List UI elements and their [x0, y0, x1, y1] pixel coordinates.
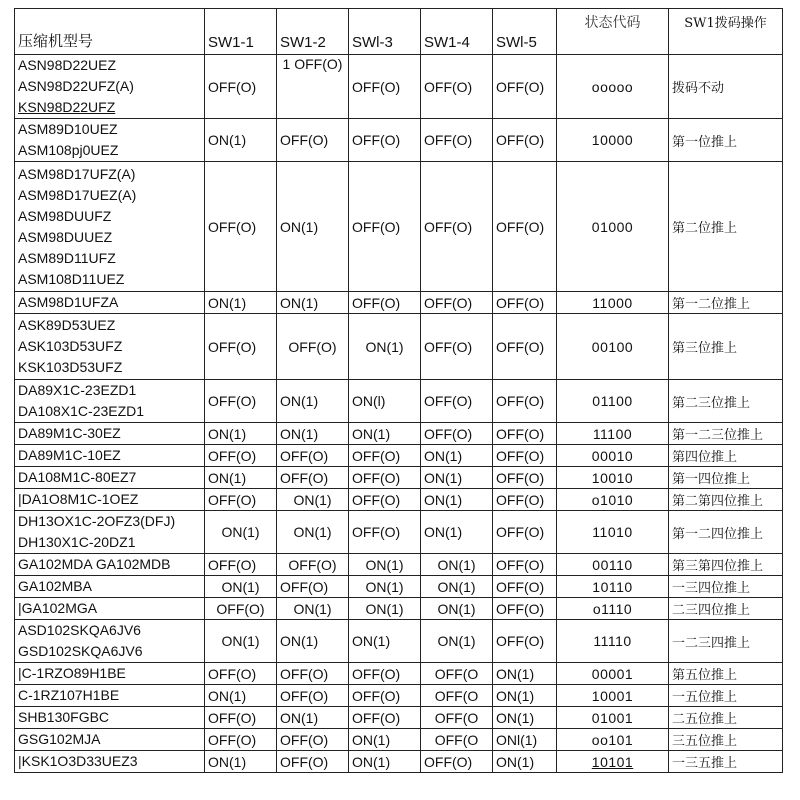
switch-2-state: OFF(O): [277, 467, 349, 489]
switch-5-state: OFF(O): [493, 445, 557, 467]
switch-operation: 第二位推上: [669, 162, 783, 292]
model-cell: [15, 598, 205, 620]
switch-3-state: ON(1): [349, 576, 421, 598]
switch-4-state: ON(1): [421, 576, 493, 598]
switch-5-state: OFF(O): [493, 489, 557, 511]
switch-2-state: OFF(O): [277, 751, 349, 773]
table-row: [15, 445, 783, 467]
switch-5-state: OFF(O): [493, 162, 557, 292]
switch-5-state: ON(1): [493, 751, 557, 773]
switch-3-state: OFF(O): [349, 55, 421, 119]
switch-operation: 第四位推上: [669, 445, 783, 467]
switch-5-state: ON(1): [493, 707, 557, 729]
model-cell: [15, 685, 205, 707]
model-name: ASM89D10UEZ: [18, 121, 118, 137]
model-name: GSD102SKQA6JV6: [18, 643, 143, 659]
model-cell: [15, 707, 205, 729]
switch-3-state: ON(1): [349, 554, 421, 576]
table-row: [15, 380, 783, 423]
switch-5-state: OFF(O): [493, 423, 557, 445]
model-cell: [15, 423, 205, 445]
switch-operation: 第三位推上: [669, 314, 783, 380]
switch-1-state: ON(1): [205, 685, 277, 707]
status-code: 11000: [557, 292, 669, 314]
model-cell: [15, 576, 205, 598]
switch-operation: 第一二三位推上: [669, 423, 783, 445]
switch-5-state: OFF(O): [493, 292, 557, 314]
switch-1-state: OFF(O): [205, 598, 277, 620]
model-name: DH13OX1C-2OFZ3(DFJ): [18, 513, 176, 529]
switch-2-state: OFF(O): [277, 445, 349, 467]
table-row: [15, 162, 783, 292]
model-cell: [15, 751, 205, 773]
switch-operation: 拨码不动: [669, 55, 783, 119]
switch-2-state: ON(1): [277, 292, 349, 314]
header-sw3: SWl-3: [349, 9, 421, 55]
model-name: |C-1RZO89H1BE: [18, 665, 126, 681]
switch-2-state: ON(1): [277, 489, 349, 511]
model-cell: [15, 729, 205, 751]
switch-3-state: OFF(O): [349, 162, 421, 292]
switch-1-state: OFF(O): [205, 162, 277, 292]
model-name: ASM98DUUFZ: [18, 207, 112, 224]
switch-2-state: OFF(O): [277, 663, 349, 685]
table-row: [15, 314, 783, 380]
switch-1-state: OFF(O): [205, 554, 277, 576]
table-row: [15, 663, 783, 685]
switch-5-state: OFF(O): [493, 598, 557, 620]
switch-3-state: OFF(O): [349, 119, 421, 162]
switch-5-state: OFF(O): [493, 467, 557, 489]
header-operation: SW1拨码操作: [669, 9, 783, 55]
switch-3-state: ON(1): [349, 620, 421, 663]
switch-4-state: OFF(O: [421, 685, 493, 707]
switch-3-state: OFF(O): [349, 445, 421, 467]
model-cell: [15, 663, 205, 685]
table-body: [15, 55, 783, 773]
switch-operation: 第一位推上: [669, 119, 783, 162]
switch-4-state: OFF(O: [421, 729, 493, 751]
header-model: 压缩机型号: [15, 9, 205, 55]
status-code: 00001: [557, 663, 669, 685]
switch-1-state: ON(1): [205, 751, 277, 773]
model-cell: [15, 314, 205, 380]
switch-2-state: 1 OFF(O): [277, 55, 349, 119]
switch-5-state: ON(1): [493, 663, 557, 685]
status-code: 10001: [557, 685, 669, 707]
switch-3-state: OFF(O): [349, 489, 421, 511]
table-row: [15, 55, 783, 119]
switch-1-state: ON(1): [205, 620, 277, 663]
switch-1-state: OFF(O): [205, 489, 277, 511]
switch-3-state: OFF(O): [349, 511, 421, 554]
switch-5-state: OFF(O): [493, 620, 557, 663]
model-name: GSG102MJA: [18, 731, 101, 747]
switch-1-state: OFF(O): [205, 380, 277, 423]
status-code: 10101: [557, 751, 669, 773]
switch-4-state: OFF(O): [421, 314, 493, 380]
switch-2-state: OFF(O): [277, 729, 349, 751]
status-code: 10000: [557, 119, 669, 162]
status-code: 10110: [557, 576, 669, 598]
table-row: [15, 119, 783, 162]
switch-operation: 一五位推上: [669, 685, 783, 707]
switch-2-state: ON(1): [277, 380, 349, 423]
switch-5-state: OFF(O): [493, 511, 557, 554]
model-cell: [15, 292, 205, 314]
model-name: ASM98D17UEZ(A): [18, 186, 137, 203]
table-row: [15, 292, 783, 314]
switch-operation: 一三五推上: [669, 751, 783, 773]
switch-3-state: ON(1): [349, 314, 421, 380]
switch-1-state: ON(1): [205, 467, 277, 489]
switch-3-state: ON(1): [349, 729, 421, 751]
switch-1-state: OFF(O): [205, 729, 277, 751]
model-cell: [15, 162, 205, 292]
switch-5-state: ON(1): [493, 685, 557, 707]
status-code: 01000: [557, 162, 669, 292]
header-sw1: SW1-1: [205, 9, 277, 55]
switch-4-state: ON(1): [421, 445, 493, 467]
table-row: [15, 598, 783, 620]
table-row: [15, 707, 783, 729]
model-name: |KSK1O3D33UEZ3: [18, 753, 138, 769]
model-name: ASM98D17UFZ(A): [18, 165, 136, 182]
switch-2-state: ON(1): [277, 423, 349, 445]
switch-4-state: ON(1): [421, 620, 493, 663]
switch-1-state: OFF(O): [205, 445, 277, 467]
model-name: DH130X1C-20DZ1: [18, 534, 136, 550]
model-cell: [15, 445, 205, 467]
model-name: ASM98DUUEZ: [18, 228, 113, 245]
model-name: ASK89D53UEZ: [18, 317, 116, 333]
switch-2-state: ON(1): [277, 620, 349, 663]
model-name: ASM89D11UFZ: [18, 249, 116, 266]
switch-4-state: OFF(O): [421, 423, 493, 445]
switch-4-state: ON(1): [421, 598, 493, 620]
switch-operation: 二三四位推上: [669, 598, 783, 620]
switch-1-state: ON(1): [205, 576, 277, 598]
table-row: [15, 489, 783, 511]
switch-3-state: ON(1): [349, 751, 421, 773]
switch-2-state: OFF(O): [277, 576, 349, 598]
switch-operation: 一三四位推上: [669, 576, 783, 598]
switch-4-state: OFF(O: [421, 663, 493, 685]
switch-3-state: OFF(O): [349, 707, 421, 729]
switch-5-state: OFF(O): [493, 380, 557, 423]
model-name: DA108M1C-80EZ7: [18, 469, 137, 485]
switch-1-state: OFF(O): [205, 55, 277, 119]
switch-4-state: OFF(O: [421, 707, 493, 729]
status-code: o1010: [557, 489, 669, 511]
status-code: 00010: [557, 445, 669, 467]
table-row: [15, 685, 783, 707]
switch-operation: 第一二四位推上: [669, 511, 783, 554]
switch-3-state: OFF(O): [349, 292, 421, 314]
table-row: [15, 576, 783, 598]
switch-2-state: OFF(O): [277, 314, 349, 380]
switch-3-state: OFF(O): [349, 663, 421, 685]
switch-5-state: OFF(O): [493, 314, 557, 380]
status-code: 11010: [557, 511, 669, 554]
switch-4-state: ON(1): [421, 467, 493, 489]
switch-5-state: OFF(O): [493, 119, 557, 162]
model-cell: [15, 380, 205, 423]
model-name: ASK103D53UFZ: [18, 338, 123, 354]
model-name: ASN98D22UEZ: [18, 57, 117, 73]
header-sw2: SW1-2: [277, 9, 349, 55]
switch-4-state: ON(1): [421, 489, 493, 511]
switch-4-state: ON(1): [421, 554, 493, 576]
model-cell: [15, 620, 205, 663]
switch-operation: 一二三四推上: [669, 620, 783, 663]
header-sw4: SW1-4: [421, 9, 493, 55]
switch-2-state: ON(1): [277, 511, 349, 554]
model-name: |GA102MGA: [18, 600, 98, 616]
switch-1-state: ON(1): [205, 119, 277, 162]
model-name: DA89M1C-30EZ: [18, 425, 121, 441]
switch-1-state: ON(1): [205, 511, 277, 554]
model-name: DA108X1C-23EZD1: [18, 403, 145, 419]
status-code: 11100: [557, 423, 669, 445]
switch-2-state: OFF(O): [277, 685, 349, 707]
model-name: SHB130FGBC: [18, 709, 110, 725]
switch-operation: 第二三位推上: [669, 380, 783, 423]
model-name: ASM98D1UFZA: [18, 294, 119, 310]
model-name: ASN98D22UFZ(A): [18, 78, 134, 94]
switch-1-state: OFF(O): [205, 707, 277, 729]
model-name: C-1RZ107H1BE: [18, 687, 120, 703]
switch-2-state: OFF(O): [277, 554, 349, 576]
switch-4-state: OFF(O): [421, 380, 493, 423]
model-cell: [15, 55, 205, 119]
header-row: [15, 9, 783, 55]
switch-3-state: ON(1): [349, 423, 421, 445]
table-row: [15, 467, 783, 489]
switch-4-state: OFF(O): [421, 751, 493, 773]
switch-3-state: OFF(O): [349, 467, 421, 489]
switch-4-state: OFF(O): [421, 55, 493, 119]
model-name: GA102MDA GA102MDB: [18, 556, 171, 572]
switch-4-state: OFF(O): [421, 119, 493, 162]
switch-2-state: ON(1): [277, 598, 349, 620]
switch-5-state: ONl(1): [493, 729, 557, 751]
switch-operation: 三五位推上: [669, 729, 783, 751]
model-name: ASD102SKQA6JV6: [18, 622, 141, 638]
switch-operation: 二五位推上: [669, 707, 783, 729]
model-name: KSN98D22UFZ: [18, 99, 116, 115]
switch-2-state: ON(1): [277, 707, 349, 729]
switch-4-state: ON(1): [421, 511, 493, 554]
status-code: 01100: [557, 380, 669, 423]
switch-1-state: OFF(O): [205, 314, 277, 380]
switch-5-state: OFF(O): [493, 55, 557, 119]
switch-1-state: ON(1): [205, 423, 277, 445]
switch-operation: 第一二位推上: [669, 292, 783, 314]
status-code: 01001: [557, 707, 669, 729]
table-row: [15, 729, 783, 751]
model-cell: [15, 554, 205, 576]
switch-4-state: OFF(O): [421, 292, 493, 314]
model-name: KSK103D53UFZ: [18, 359, 123, 375]
switch-5-state: OFF(O): [493, 576, 557, 598]
model-cell: [15, 489, 205, 511]
switch-3-state: ON(1): [349, 598, 421, 620]
switch-3-state: OFF(O): [349, 685, 421, 707]
table-row: [15, 751, 783, 773]
model-name: ASM108D11UEZ: [18, 270, 125, 287]
table-row: [15, 423, 783, 445]
status-code: oo101: [557, 729, 669, 751]
model-name: DA89M1C-10EZ: [18, 447, 121, 463]
switch-5-state: OFF(O): [493, 554, 557, 576]
status-code: o1110: [557, 598, 669, 620]
header-sw5: SWl-5: [493, 9, 557, 55]
table-row: [15, 620, 783, 663]
status-code: 00100: [557, 314, 669, 380]
switch-3-state: ON(l): [349, 380, 421, 423]
table-row: [15, 511, 783, 554]
compressor-dip-switch-table: [14, 8, 783, 773]
switch-operation: 第三第四位推上: [669, 554, 783, 576]
model-cell: [15, 467, 205, 489]
model-name: GA102MBA: [18, 578, 92, 594]
switch-operation: 第二第四位推上: [669, 489, 783, 511]
switch-2-state: ON(1): [277, 162, 349, 292]
switch-operation: 第五位推上: [669, 663, 783, 685]
switch-4-state: OFF(O): [421, 162, 493, 292]
switch-2-state: OFF(O): [277, 119, 349, 162]
switch-1-state: OFF(O): [205, 663, 277, 685]
switch-1-state: ON(1): [205, 292, 277, 314]
header-status-code: 状态代码: [557, 9, 669, 55]
model-name: ASM108pj0UEZ: [18, 142, 119, 158]
table-row: [15, 554, 783, 576]
model-name: |DA1O8M1C-1OEZ: [18, 491, 139, 507]
model-name: DA89X1C-23EZD1: [18, 382, 137, 398]
status-code: 11110: [557, 620, 669, 663]
status-code: 00110: [557, 554, 669, 576]
switch-operation: 第一四位推上: [669, 467, 783, 489]
status-code: ooooo: [557, 55, 669, 119]
status-code: 10010: [557, 467, 669, 489]
model-cell: [15, 119, 205, 162]
model-cell: [15, 511, 205, 554]
